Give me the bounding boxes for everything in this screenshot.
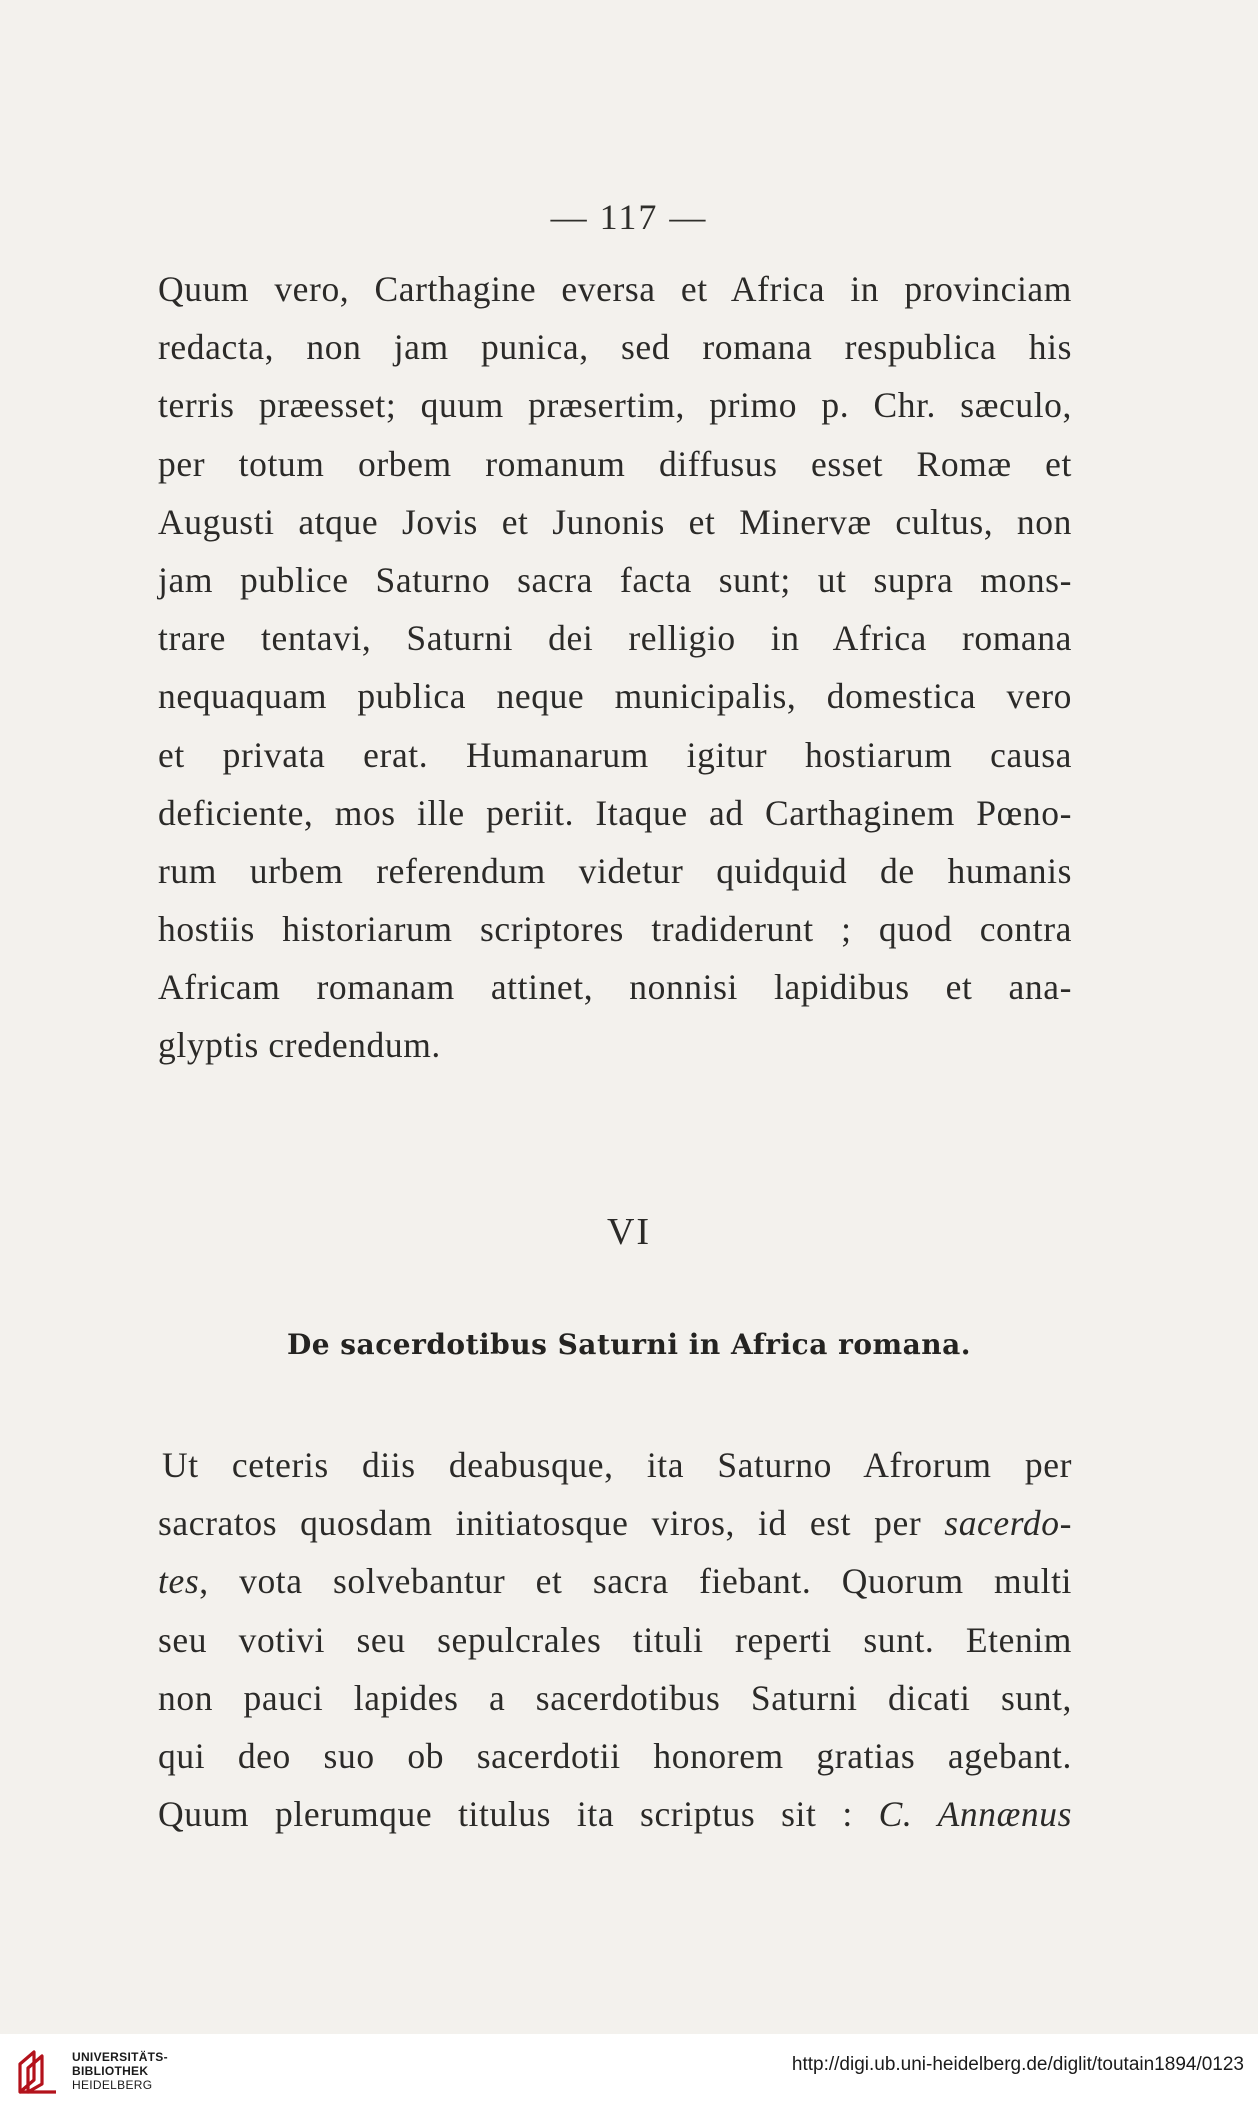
paragraph-1	[158, 260, 1072, 1075]
italic-term: tes	[158, 1561, 200, 1602]
text-line: qui deo suo ob sacerdotii honorem gratias agebant.	[158, 1735, 1072, 1776]
text-line: per totum orbem romanum diffusus esset Romæ et	[158, 443, 1072, 484]
footer-bar	[0, 2034, 1258, 2123]
library-name-line: BIBLIOTHEK	[72, 2064, 149, 2078]
text-line: Quum vero, Carthagine eversa et Africa in provinciam	[158, 269, 1072, 309]
library-name-line: UNIVERSITÄTS-	[72, 2050, 168, 2064]
text-line	[158, 1785, 1072, 1843]
text-line	[158, 1552, 1072, 1610]
library-logo-icon[interactable]	[16, 2044, 60, 2096]
text-line: jam publice Saturno sacra facta sunt; ut supra mons-	[158, 559, 1072, 600]
text-line: hostiis historiarum scriptores tradiderunt ; quod contra	[158, 909, 1072, 950]
text-line	[158, 1436, 1072, 1494]
italic-term: sacerdo-	[944, 1503, 1072, 1544]
text-line-content: Ut ceteris diis deabusque, ita Saturno Afrorum per	[162, 1445, 1072, 1485]
section-number: VI	[606, 1211, 652, 1253]
text-line-content: Quum plerumque titulus ita scriptus sit :	[158, 1794, 879, 1835]
text-line-content: sacratos quosdam initiatosque viros, id est per	[158, 1503, 945, 1544]
text-line: nequaquam publica neque municipalis, domestica vero	[158, 676, 1072, 717]
italic-name: C. Annænus	[878, 1794, 1073, 1835]
text-line: et privata erat. Humanarum igitur hostiarum causa	[158, 734, 1072, 775]
text-line: Augusti atque Jovis et Junonis et Minervæ cultus, non	[158, 501, 1072, 542]
text-line: redacta, non jam punica, sed romana respublica his	[158, 327, 1072, 368]
library-name-line: HEIDELBERG	[72, 2078, 153, 2092]
text-line-content: , vota solvebantur et sacra fiebant. Quorum multi	[199, 1561, 1072, 1602]
page-number: — 117 —	[550, 197, 708, 237]
source-url-link[interactable]: http://digi.ub.uni-heidelberg.de/diglit/toutain1894/0123	[791, 2054, 1244, 2075]
text-line: non pauci lapides a sacerdotibus Saturni dicati sunt,	[158, 1677, 1072, 1718]
text-line: seu votivi seu sepulcrales tituli reperti sunt. Etenim	[158, 1619, 1072, 1660]
library-name	[72, 2050, 168, 2092]
text-line: rum urbem referendum videtur quidquid de humanis	[158, 850, 1072, 891]
text-line: deficiente, mos ille periit. Itaque ad Carthaginem Pœno-	[158, 792, 1072, 833]
text-line: terris præesset; quum præsertim, primo p. Chr. sæculo,	[158, 385, 1072, 426]
section-title: De sacerdotibus Saturni in Africa romana.	[286, 1328, 972, 1361]
text-line: glyptis credendum.	[158, 1025, 441, 1066]
text-line: trare tentavi, Saturni dei relligio in Africa romana	[158, 618, 1072, 659]
text-line: Africam romanam attinet, nonnisi lapidibus et ana-	[158, 967, 1072, 1008]
text-line	[158, 1494, 1072, 1552]
paragraph-2	[158, 1436, 1072, 1843]
